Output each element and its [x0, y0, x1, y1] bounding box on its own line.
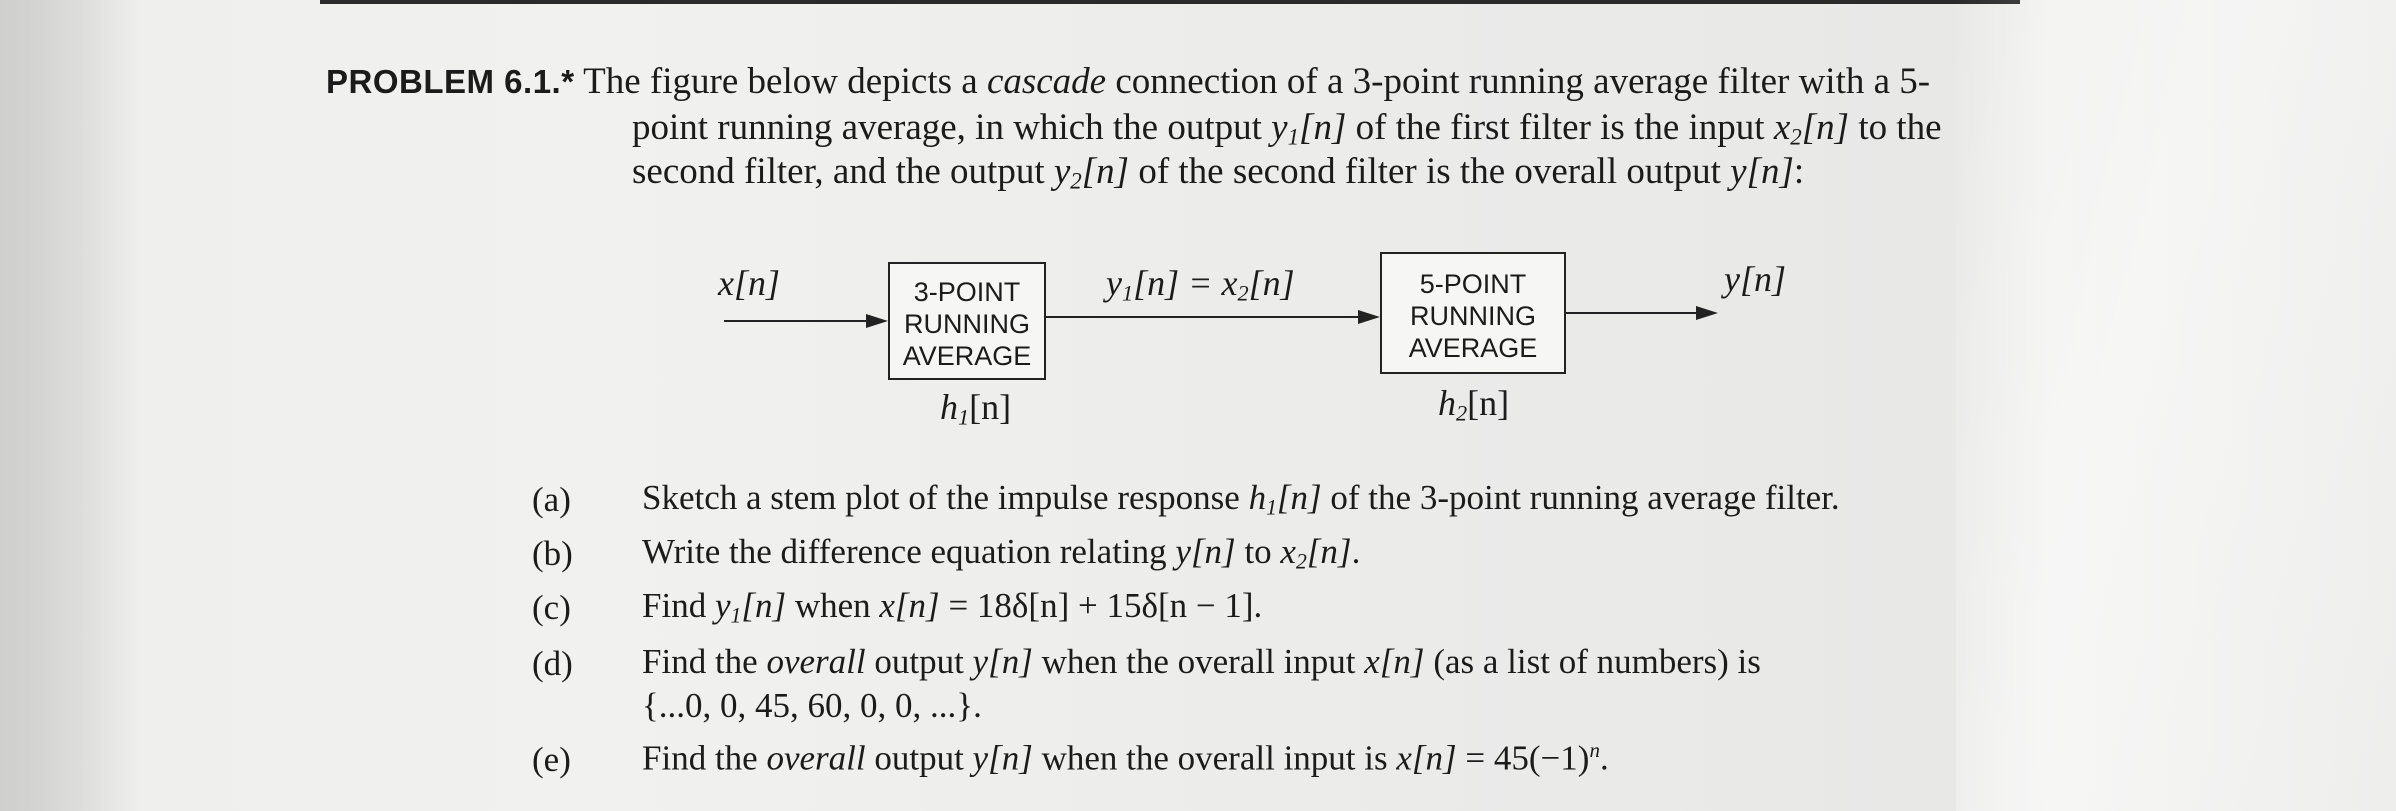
part-a-letter: (a) [532, 480, 571, 519]
problem-line-1: PROBLEM 6.1.* The figure below depicts a cascade connection of a 3-point running average filter with a 5- [326, 61, 1931, 102]
input-arrow [724, 320, 866, 322]
problem-line-2: point running average, in which the output $y_1[n]$ of the first filter is the input $x_2[n]$ to the [632, 107, 1942, 150]
part-d-sequence: {...0, 0, 45, 60, 0, 0, ...}. [642, 686, 982, 725]
problem-label: PROBLEM 6.1.* [326, 63, 575, 100]
part-e-letter: (e) [532, 740, 571, 779]
part-c-text: Find $y_1[n]$ when x[n] = 18δ[n] + 15δ[n − 1]. [642, 586, 1263, 628]
part-c-letter: (c) [532, 588, 571, 627]
input-arrow-head [866, 314, 888, 328]
three-point-filter-box: 3-POINT RUNNING AVERAGE [888, 262, 1046, 380]
part-b-letter: (b) [532, 534, 573, 573]
h2-label: $h_2[n]$ [1438, 383, 1510, 426]
part-d-text: Find the overall output y[n] when the overall input x[n] (as a list of numbers) is [642, 642, 1761, 681]
output-arrow [1566, 312, 1696, 314]
output-arrow-head [1696, 306, 1718, 320]
intermediate-signal-label: $y_1[n] = x_2[n]$ [1106, 263, 1295, 306]
middle-arrow-head [1358, 310, 1380, 324]
five-point-filter-box: 5-POINT RUNNING AVERAGE [1380, 252, 1566, 374]
part-b-text: Write the difference equation relating y[n] to $x_2[n]$. [642, 532, 1361, 574]
part-a-text: Sketch a stem plot of the impulse response $h_1[n]$ of the 3-point running average filter. [642, 478, 1840, 520]
input-signal-label: x[n] [718, 263, 780, 303]
middle-arrow [1046, 316, 1360, 318]
h1-label: $h_1[n]$ [940, 387, 1012, 430]
problem-line-3: second filter, and the output $y_2[n]$ of the second filter is the overall output y[n]: [632, 151, 1805, 194]
part-d-letter: (d) [532, 644, 573, 683]
part-e-text: Find the overall output y[n] when the overall input is $x[n] = 45(-1)^n$. [642, 738, 1609, 778]
output-signal-label: y[n] [1724, 259, 1786, 299]
light-glare [1956, 0, 2396, 811]
